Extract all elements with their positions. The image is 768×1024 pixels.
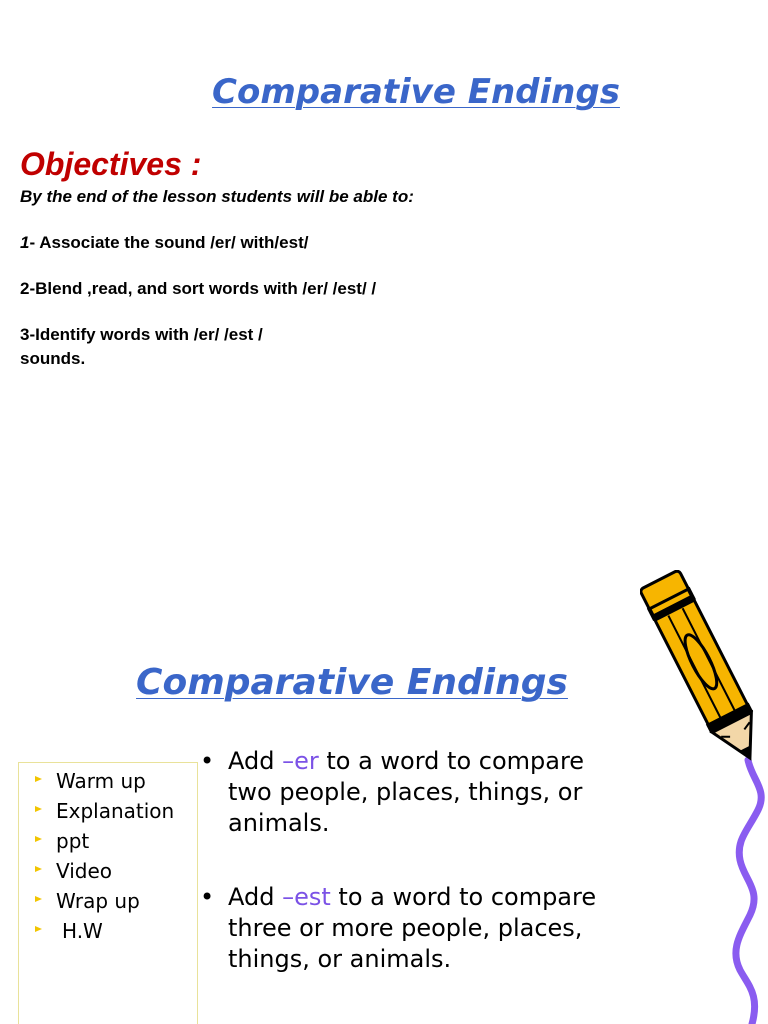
bullet-est-rest: to a word to compare three or more people, places, things, or animals. bbox=[228, 883, 597, 973]
bullet-er-text bbox=[228, 746, 610, 839]
objectives-heading: Objectives : bbox=[20, 146, 202, 182]
agenda-box bbox=[18, 762, 198, 1024]
bullet-er bbox=[200, 746, 610, 839]
bullet-dot-icon: • bbox=[200, 747, 215, 775]
agenda-label: Warm up bbox=[56, 769, 146, 793]
objective-1-number: 1 bbox=[20, 233, 30, 252]
objectives-intro: By the end of the lesson students will be able to: bbox=[20, 187, 414, 206]
agenda-item bbox=[35, 919, 103, 943]
agenda-label: ppt bbox=[56, 829, 90, 853]
yellow-arrow-bullet-icon bbox=[35, 776, 42, 782]
agenda-item bbox=[35, 769, 146, 793]
bullet-dot-icon: • bbox=[200, 883, 215, 911]
slide2-title: Comparative Endings bbox=[136, 662, 568, 703]
objective-3-line1: 3-Identify words with /er/ /est / bbox=[20, 325, 263, 344]
objective-1 bbox=[20, 232, 308, 254]
agenda-label: Explanation bbox=[56, 799, 175, 823]
bullet-er-prefix: Add bbox=[228, 747, 283, 775]
yellow-arrow-bullet-icon bbox=[35, 806, 42, 812]
yellow-arrow-bullet-icon bbox=[35, 836, 42, 842]
objective-1-text: - Associate the sound /er/ with/est/ bbox=[29, 233, 309, 252]
bullet-est-prefix: Add bbox=[228, 883, 283, 911]
agenda-label: Video bbox=[56, 859, 113, 883]
agenda-label: Wrap up bbox=[56, 889, 140, 913]
yellow-arrow-bullet-icon bbox=[35, 896, 42, 902]
slide1-title: Comparative Endings bbox=[212, 72, 620, 112]
bullet-est-text bbox=[228, 882, 610, 975]
agenda-item bbox=[35, 799, 174, 823]
bullet-est-suffix: –est bbox=[282, 883, 331, 911]
pencil-icon bbox=[640, 570, 768, 1024]
bullet-est bbox=[200, 882, 610, 975]
yellow-arrow-bullet-icon bbox=[35, 926, 42, 932]
bullet-er-suffix: –er bbox=[282, 747, 319, 775]
agenda-item bbox=[35, 829, 89, 853]
objective-2: 2-Blend ,read, and sort words with /er/ /est/ / bbox=[20, 279, 377, 298]
agenda-item bbox=[35, 889, 140, 913]
objective-3-line2: sounds. bbox=[20, 349, 86, 368]
bullet-er-rest: to a word to compare two people, places, things, or animals. bbox=[228, 747, 585, 837]
agenda-item bbox=[35, 859, 112, 883]
scribble-line bbox=[736, 760, 761, 1024]
agenda-label: H.W bbox=[62, 919, 103, 943]
yellow-arrow-bullet-icon bbox=[35, 866, 42, 872]
